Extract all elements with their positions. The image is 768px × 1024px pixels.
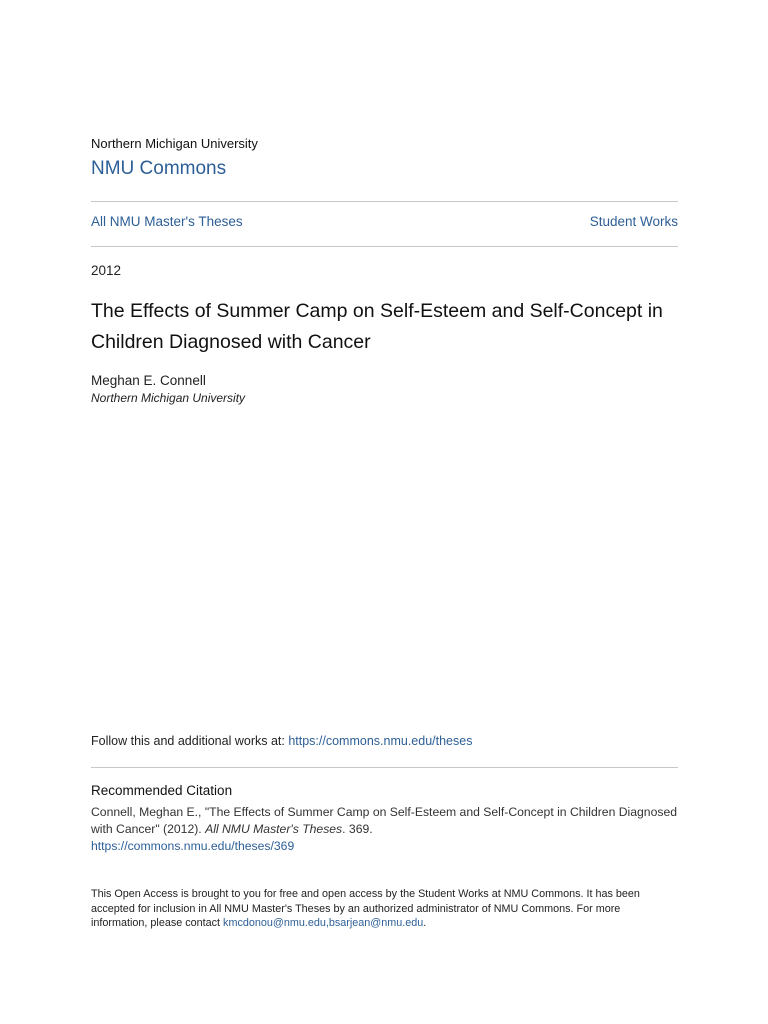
citation-text: Connell, Meghan E., "The Effects of Summer Camp on Self-Esteem and Self-Concept in Children Diagnosed with Cancer" (2012). (91, 805, 678, 836)
publication-year: 2012 (91, 263, 122, 278)
cover-page (91, 0, 678, 1024)
citation-series: All NMU Master's Theses (205, 821, 343, 836)
collection-link[interactable]: All NMU Master's Theses (91, 214, 243, 229)
access-notice-text: This Open Access is brought to you for free and open access by the Student Works at NMU Commons. It has been accepted for inclusion in All NMU Master's Theses by an authorized administrator of NMU Commons. For more information, please contact (91, 888, 640, 929)
repository-link[interactable]: NMU Commons (91, 158, 227, 179)
author-name: Meghan E. Connell (91, 373, 206, 388)
citation-heading: Recommended Citation (91, 783, 233, 798)
follow-line (91, 734, 472, 748)
category-link[interactable]: Student Works (589, 214, 678, 229)
follow-link[interactable]: https://commons.nmu.edu/theses (288, 734, 473, 748)
contact-email-link[interactable]: kmcdonou@nmu.edu,bsarjean@nmu.edu (223, 917, 424, 929)
citation-block (91, 804, 678, 855)
follow-label: Follow this and additional works at: (91, 734, 289, 748)
author-affiliation: Northern Michigan University (91, 391, 246, 405)
citation-link[interactable]: https://commons.nmu.edu/theses/369 (91, 839, 295, 853)
institution-name: Northern Michigan University (91, 136, 258, 151)
divider-top (91, 201, 678, 202)
document-title: The Effects of Summer Camp on Self-Esteem and Self-Concept in Children Diagnosed with Cancer (91, 300, 663, 353)
access-notice (91, 887, 678, 931)
access-notice-end: . (423, 917, 427, 929)
divider-citation (91, 767, 678, 768)
citation-number: . 369. (342, 821, 373, 836)
divider-nav (91, 246, 678, 247)
